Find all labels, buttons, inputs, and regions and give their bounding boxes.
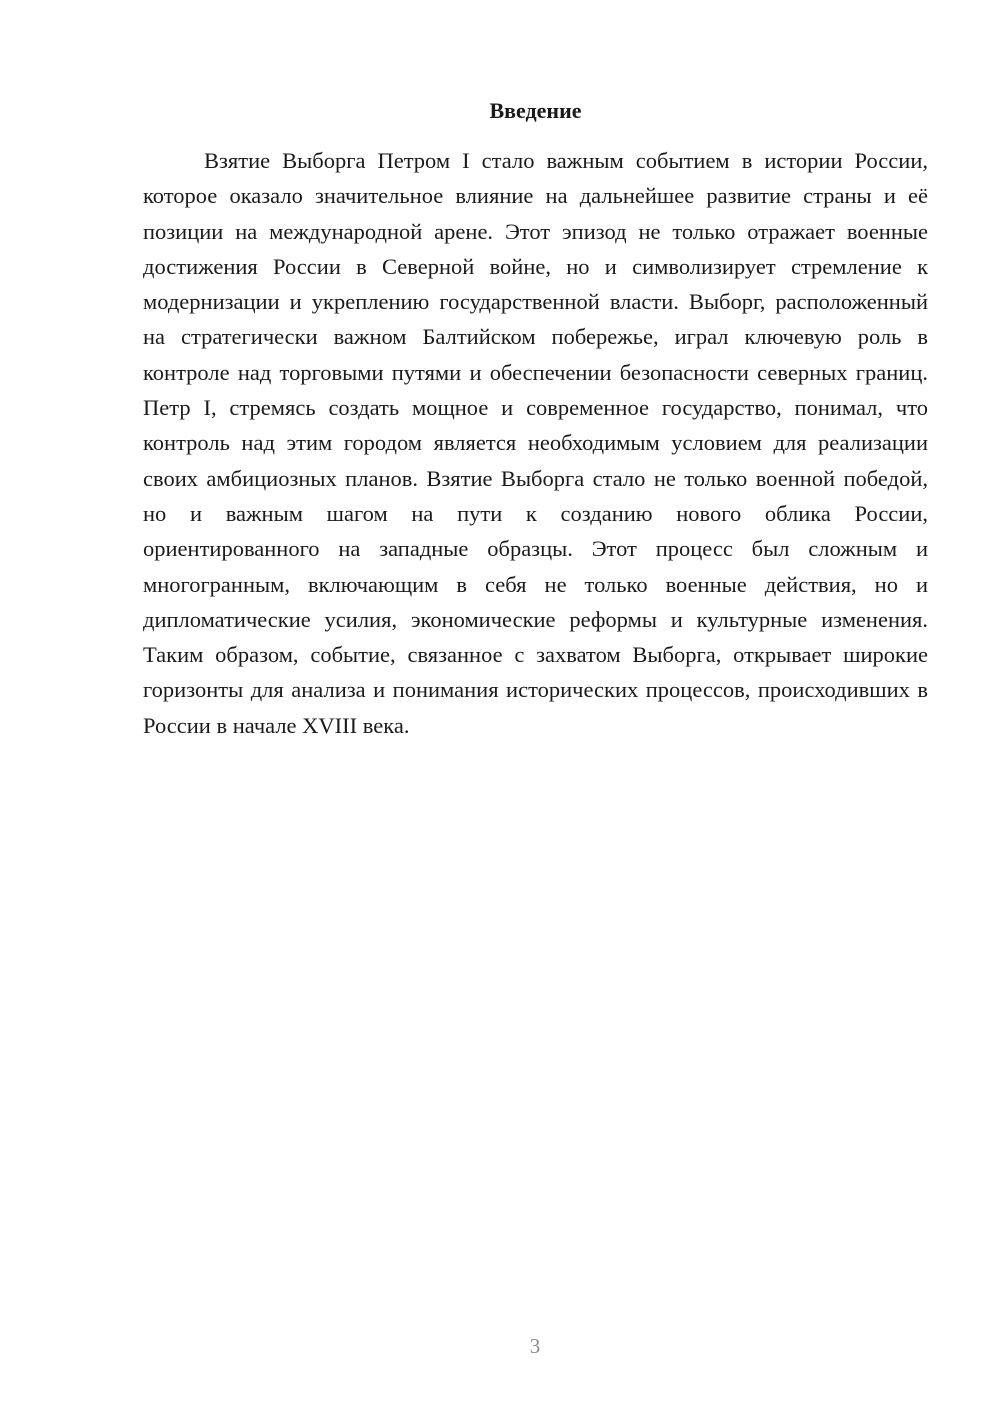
- body-paragraph: Взятие Выборга Петром I стало важным событием в истории России, которое оказало значительное влияние на дальнейшее развитие страны и её позиции на международной арене. Этот эпизод не только отражает военные достижения России в Северной войне, но и символизирует стремление к модернизации и укреплению государственной власти. Выборг, расположенный на стратегически важном Балтийском побережье, играл ключевую роль в контроле над торговыми путями и обеспечении безопасности северных границ. Петр I, стремясь создать мощное и современное государство, понимал, что контроль над этим городом является необходимым условием для реализации своих амбициозных планов. Взятие Выборга стало не только военной победой, но и важным шагом на пути к созданию нового облика России, ориентированного на западные образцы. Этот процесс был сложным и многогранным, включающим в себя не только военные действия, но и дипломатические усилия, экономические реформы и культурные изменения. Таким образом, событие, связанное с захватом Выборга, открывает широкие горизонты для анализа и понимания исторических процессов, происходивших в России в начале XVIII века.: [143, 148, 928, 738]
- section-heading: Введение: [489, 98, 582, 123]
- page-number: 3: [529, 1334, 541, 1358]
